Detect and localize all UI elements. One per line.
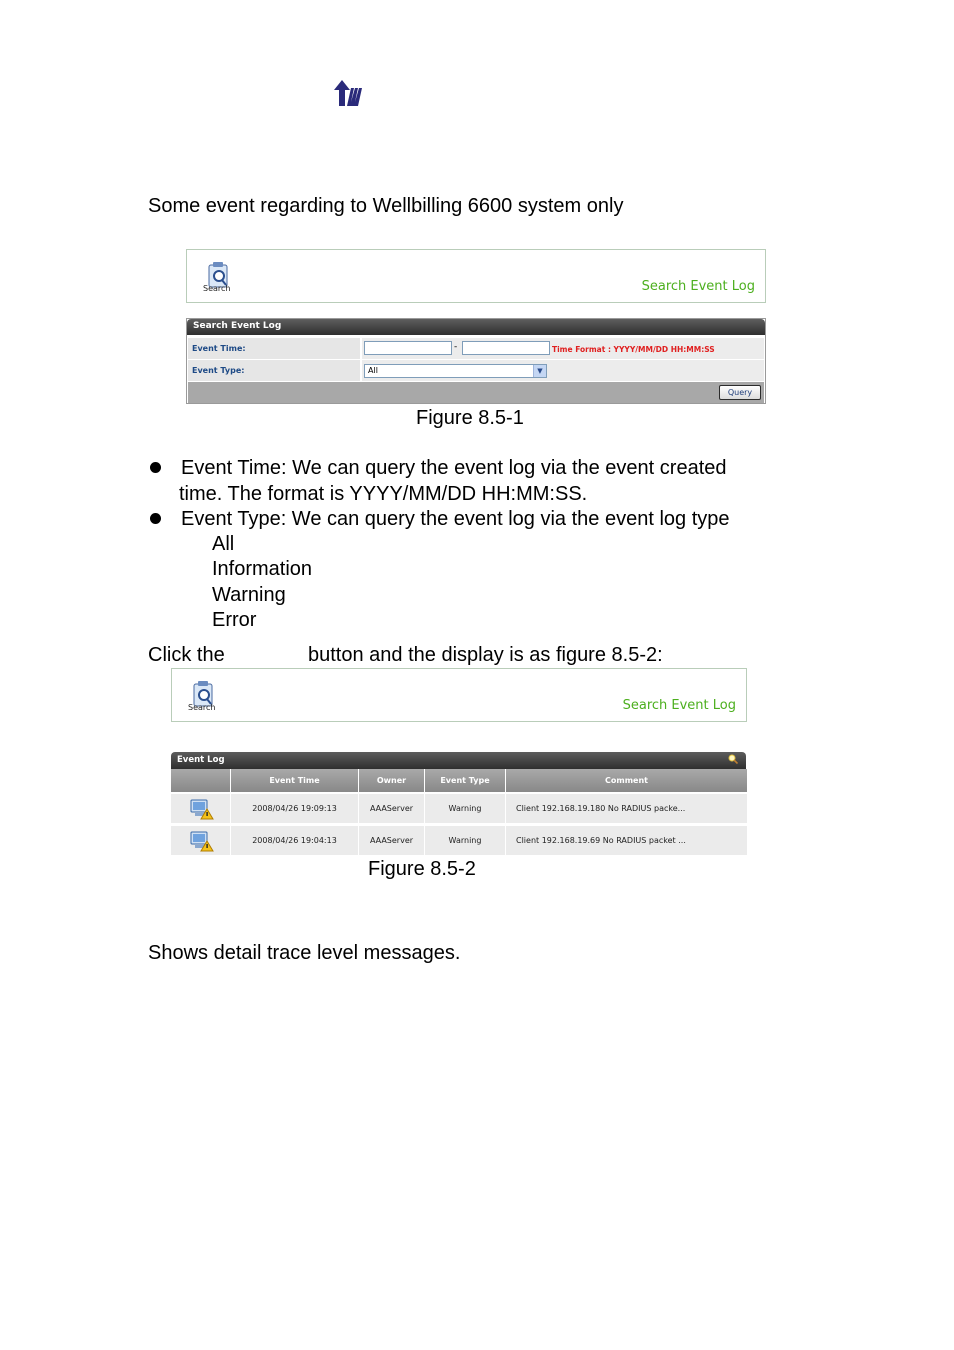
bullet-dot (150, 462, 161, 473)
event-type-select[interactable] (364, 364, 547, 378)
toolbar-title: Search Event Log (622, 698, 736, 713)
panel-header (187, 319, 765, 335)
panel-title: Search Event Log (193, 321, 282, 331)
search-event-log-panel (186, 318, 766, 404)
warning-computer-icon (188, 798, 214, 820)
intro-text: Some event regarding to Wellbilling 6600 system only (148, 195, 624, 217)
event-time-row (188, 338, 764, 360)
toolbar-title: Search Event Log (641, 279, 755, 294)
table-row[interactable] (171, 826, 231, 856)
type-option-warning: Warning (212, 584, 286, 606)
form-action-bar (188, 382, 764, 403)
warning-computer-icon (188, 830, 214, 852)
company-logo (332, 78, 368, 108)
type-option-all: All (212, 533, 235, 555)
owner-cell: AAAServer (359, 794, 425, 824)
event-time-cell: 2008/04/26 19:04:13 (231, 826, 359, 856)
search-icon-label: Search (203, 284, 231, 293)
chevron-down-icon[interactable]: ▼ (533, 365, 546, 377)
column-header[interactable]: Owner (359, 769, 425, 792)
search-toolbar-2 (171, 668, 747, 722)
event-time-cell: 2008/04/26 19:09:13 (231, 794, 359, 824)
click-text-after: button and the display is as figure 8.5-2: (308, 644, 663, 666)
figure2-caption: Figure 8.5-2 (368, 858, 476, 880)
column-header-icon (171, 769, 231, 792)
figure1-caption: Figure 8.5-1 (416, 407, 524, 429)
bullet2-line1: Event Type: We can query the event log via the event log type (181, 508, 730, 530)
event-log-header (171, 752, 746, 769)
time-separator: - (454, 342, 458, 352)
click-text-before: Click the (148, 644, 225, 666)
bullet-dot (150, 513, 161, 524)
table-row[interactable] (171, 794, 231, 824)
type-option-error: Error (212, 609, 257, 631)
event-type-row (188, 360, 764, 382)
event-type-cell: Warning (425, 794, 506, 824)
event-type-label: Event Type: (192, 366, 245, 375)
outro-text: Shows detail trace level messages. (148, 942, 461, 964)
owner-cell: AAAServer (359, 826, 425, 856)
event-log-table (171, 752, 747, 856)
bullet1-line2: time. The format is YYYY/MM/DD HH:MM:SS. (179, 483, 588, 505)
event-type-value: All (368, 366, 378, 375)
event-log-title: Event Log (177, 755, 225, 765)
comment-cell: Client 192.168.19.69 No RADIUS packet ... (506, 826, 747, 856)
search-toolbar (186, 249, 766, 303)
search-icon-label: Search (188, 703, 216, 712)
magnifier-icon[interactable] (728, 754, 738, 764)
column-header[interactable]: Comment (506, 769, 747, 792)
comment-cell: Client 192.168.19.180 No RADIUS packe... (506, 794, 747, 824)
event-time-label: Event Time: (192, 344, 246, 353)
query-button[interactable]: Query (719, 385, 761, 400)
type-option-information: Information (212, 558, 313, 580)
event-type-cell: Warning (425, 826, 506, 856)
column-header[interactable]: Event Time (231, 769, 359, 792)
bullet1-line1: Event Time: We can query the event log via the event created (181, 457, 727, 479)
event-time-start-input[interactable] (364, 341, 452, 355)
time-format-hint: Time Format : YYYY/MM/DD HH:MM:SS (552, 345, 715, 354)
column-header[interactable]: Event Type (425, 769, 506, 792)
event-time-end-input[interactable] (462, 341, 550, 355)
